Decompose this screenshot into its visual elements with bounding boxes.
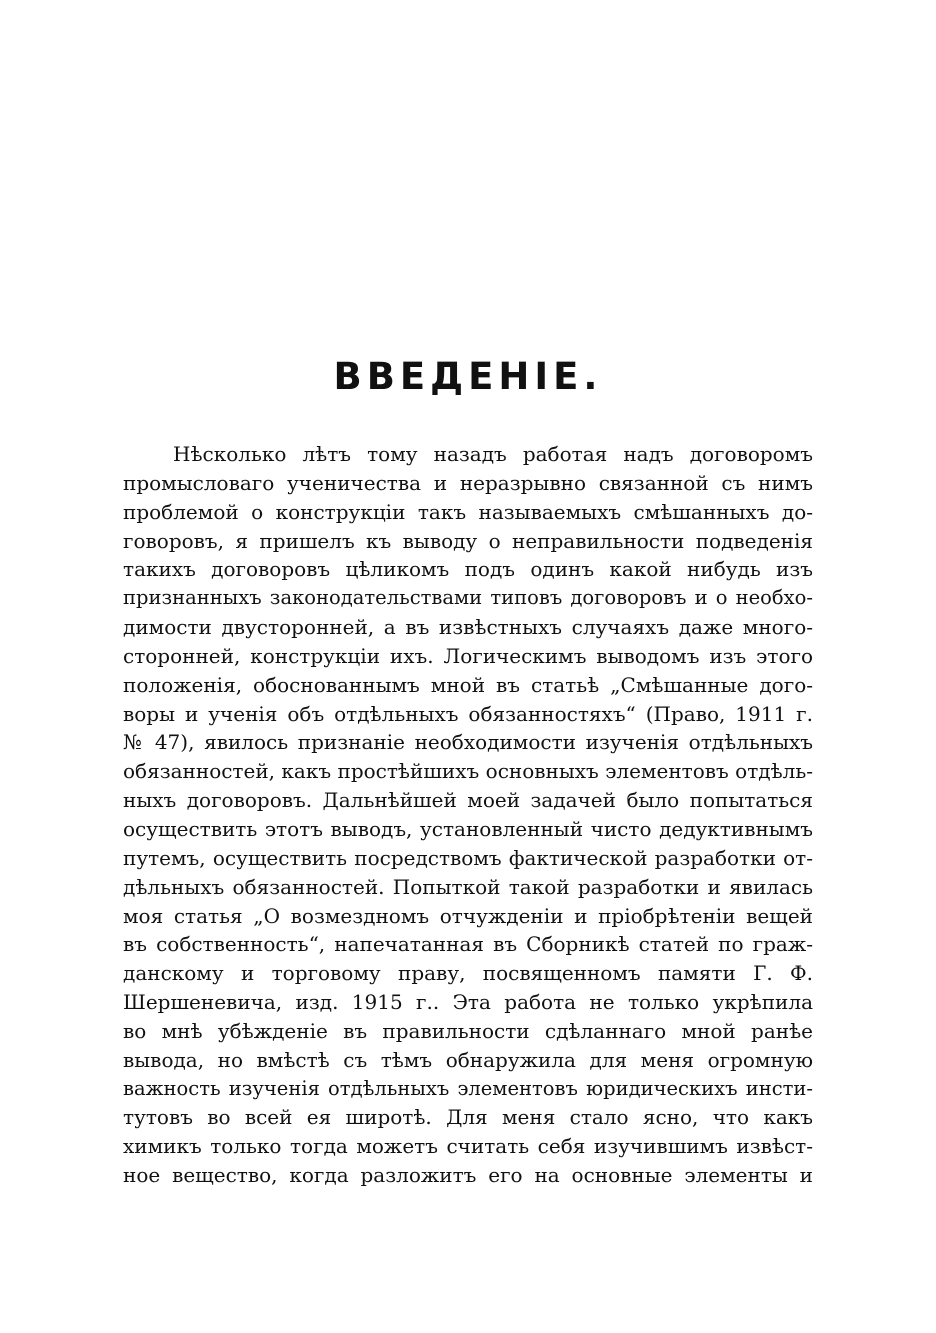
text-line: такихъ договоровъ цѣликомъ подъ одинъ какой нибудь изъ (123, 557, 813, 582)
text-line: воры и ученiя объ отдѣльныхъ обязанностяхъ“ (Право, 1911 г. (123, 701, 813, 726)
text-line: химикъ только тогда можетъ считать себя изучившимъ извѣст- (123, 1134, 813, 1159)
text-line: Нѣсколько лѣтъ тому назадъ работая надъ договоромъ (173, 442, 813, 466)
text-line: путемъ, осуществить посредствомъ фактической разработки от- (123, 845, 813, 870)
text-line: въ собственность“, напечатанная въ Сборникѣ статей по граж- (123, 932, 813, 957)
text-line: моя статья „О возмездномъ отчужденiи и прiобрѣтенiи вещей (123, 903, 813, 928)
body-paragraph (123, 440, 813, 1190)
text-line: тутовъ во всей ея широтѣ. Для меня стало ясно, что какъ (123, 1105, 813, 1130)
text-line: ное вещество, когда разложитъ его на основные элементы и (123, 1163, 813, 1188)
text-line: Шершеневича, изд. 1915 г.. Эта работа не только укрѣпила (123, 990, 813, 1015)
text-line: во мнѣ убѣжденiе въ правильности сдѣланнаго мной ранѣе (123, 1018, 813, 1043)
text-line: сторонней, конструкцiи ихъ. Логическимъ выводомъ изъ этого (123, 643, 813, 668)
text-line: признанныхъ законодательствами типовъ договоровъ и о необхо- (123, 586, 813, 610)
text-line: димости двусторонней, а въ извѣстныхъ случаяхъ даже много- (123, 615, 813, 640)
text-line: важность изученiя отдѣльныхъ элементовъ юридическихъ инсти- (123, 1076, 813, 1100)
text-line: промысловаго ученичества и неразрывно связанной съ нимъ (123, 470, 813, 495)
text-line: говоровъ, я пришелъ къ выводу о неправильности подведенiя (123, 528, 813, 553)
text-line: обязанностей, какъ простѣйшихъ основныхъ элементовъ отдѣль- (123, 759, 813, 784)
text-line: № 47), явилось признанiе необходимости изученiя отдѣльныхъ (123, 730, 813, 755)
text-line: ныхъ договоровъ. Дальнѣйшей моей задачей было попытаться (123, 788, 813, 813)
text-line: данскому и торговому праву, посвященномъ памяти Г. Ф. (123, 961, 813, 986)
text-line: осуществить этотъ выводъ, установленный чисто дедуктивнымъ (123, 816, 813, 841)
text-line: дѣльныхъ обязанностей. Попыткой такой разработки и явилась (123, 874, 813, 899)
page-title: ВВЕДЕНIЕ. (333, 355, 603, 398)
text-line: вывода, но вмѣстѣ съ тѣмъ обнаружила для меня огромную (123, 1047, 813, 1072)
text-line: положенiя, обоснованнымъ мной въ статьѣ „Смѣшанные дого- (123, 672, 813, 697)
text-line: проблемой о конструкцiи такъ называемыхъ смѣшанныхъ до- (123, 499, 813, 524)
